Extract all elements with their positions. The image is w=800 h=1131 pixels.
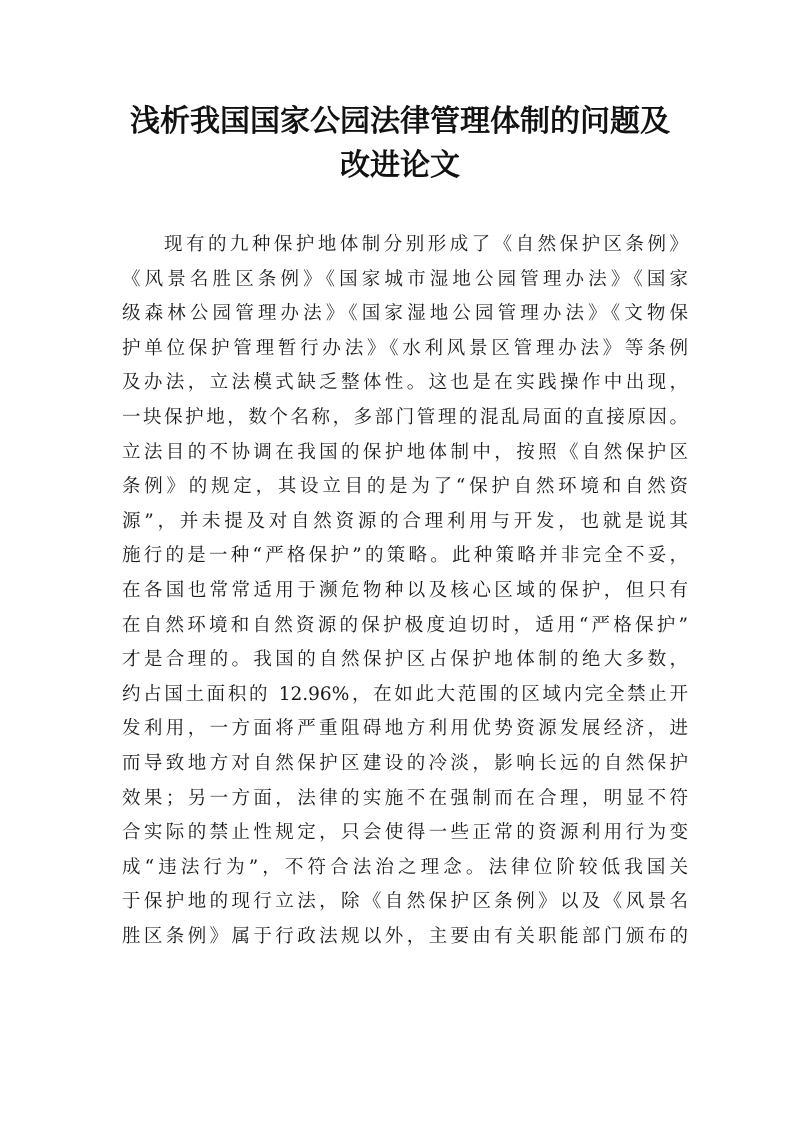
paragraph-line: 发利用，一方面将严重阻碍地方利用优势资源发展经济，进 <box>122 718 688 740</box>
paragraph-line: 在各国也常常适用于濒危物种以及核心区域的保护，但只有 <box>122 579 688 601</box>
paragraph-line: 胜区条例》属于行政法规以外，主要由有关职能部门颁布的 <box>122 925 688 947</box>
paragraph-line: 约占国土面积的 12.96%，在如此大范围的区域内完全禁止开 <box>122 683 688 705</box>
paragraph-line: 《风景名胜区条例》《国家城市湿地公园管理办法》《国家 <box>122 268 688 290</box>
title-line-1: 浅析我国国家公园法律管理体制的问题及 <box>130 104 670 139</box>
paragraph-line: 立法目的不协调在我国的保护地体制中，按照《自然保护区 <box>122 441 688 463</box>
paragraph-line: 成“违法行为”，不符合法治之理念。法律位阶较低我国关 <box>122 856 688 878</box>
paragraph-line: 效果；另一方面，法律的实施不在强制而在合理，明显不符 <box>122 787 688 809</box>
title-line-2: 改进论文 <box>340 148 460 183</box>
paragraph-line: 级森林公园管理办法》《国家湿地公园管理办法》《文物保 <box>122 303 688 325</box>
paragraph-line: 才是合理的。我国的自然保护区占保护地体制的绝大多数， <box>122 649 688 671</box>
paragraph-line: 在自然环境和自然资源的保护极度迫切时，适用“严格保护” <box>122 614 688 636</box>
paragraph-line: 施行的是一种“严格保护”的策略。此种策略并非完全不妥， <box>122 545 688 567</box>
paragraph-line: 条例》的规定，其设立目的是为了“保护自然环境和自然资 <box>122 476 688 498</box>
document-title <box>80 100 720 188</box>
paragraph-line: 源”，并未提及对自然资源的合理利用与开发，也就是说其 <box>122 510 688 532</box>
paragraph-line: 一块保护地，数个名称，多部门管理的混乱局面的直接原因。 <box>122 406 688 428</box>
body-paragraph <box>122 228 688 954</box>
paragraph-line: 现有的九种保护地体制分别形成了《自然保护区条例》 <box>164 234 688 255</box>
paragraph-line: 合实际的禁止性规定，只会使得一些正常的资源利用行为变 <box>122 822 688 844</box>
paragraph-line: 于保护地的现行立法，除《自然保护区条例》以及《风景名 <box>122 891 688 913</box>
paragraph-line: 及办法，立法模式缺乏整体性。这也是在实践操作中出现， <box>122 372 688 394</box>
paragraph-line: 而导致地方对自然保护区建设的冷淡，影响长远的自然保护 <box>122 752 688 774</box>
paragraph-line: 护单位保护管理暂行办法》《水利风景区管理办法》等条例 <box>122 337 688 359</box>
